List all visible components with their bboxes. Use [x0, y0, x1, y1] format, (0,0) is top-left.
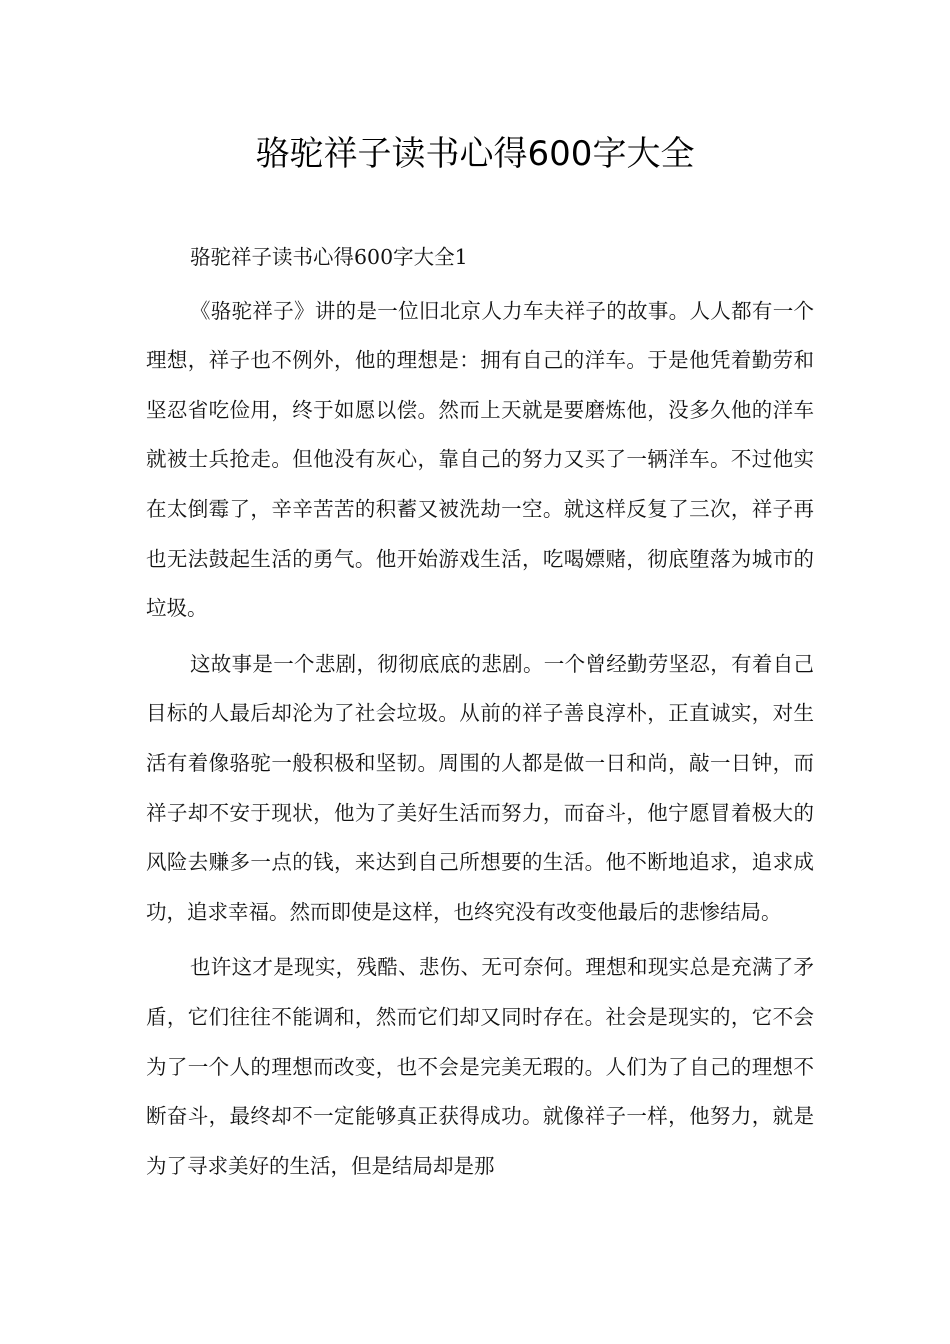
- body-paragraph: 这故事是一个悲剧，彻彻底底的悲剧。一个曾经勤劳坚忍，有着自己目标的人最后却沦为了社会垃圾。从前的祥子善良淳朴，正直诚实，对生活有着像骆驼一般积极和坚韧。周围的人都是做一日和尚，敲一日钟，而祥子却不安于现状，他为了美好生活而努力，而奋斗，他宁愿冒着极大的风险去赚多一点的钱，来达到自己所想要的生活。他不断地追求，追求成功，追求幸福。然而即使是这样，也终究没有改变他最后的悲惨结局。: [146, 651, 814, 924]
- body-paragraph: 《骆驼祥子》讲的是一位旧北京人力车夫祥子的故事。人人都有一个理想，祥子也不例外，他的理想是：拥有自己的洋车。于是他凭着勤劳和坚忍省吃俭用，终于如愿以偿。然而上天就是要磨炼他，没多久他的洋车就被士兵抢走。但他没有灰心，靠自己的努力又买了一辆洋车。不过他实在太倒霉了，辛辛苦苦的积蓄又被洗劫一空。就这样反复了三次，祥子再也无法鼓起生活的勇气。他开始游戏生活，吃喝嫖赌，彻底堕落为城市的垃圾。: [146, 298, 814, 621]
- section-heading: 骆驼祥子读书心得600字大全1: [190, 245, 468, 269]
- document-title: 骆驼祥子读书心得600字大全: [255, 134, 695, 174]
- document-body: [146, 233, 814, 1197]
- body-paragraph: 也许这才是现实，残酷、悲伤、无可奈何。理想和现实总是充满了矛盾，它们往往不能调和，然而它们却又同时存在。社会是现实的，它不会为了一个人的理想而改变，也不会是完美无瑕的。人们为了自己的理想不断奋斗，最终却不一定能够真正获得成功。就像祥子一样，他努力，就是为了寻求美好的生活，但是结局却是那: [146, 955, 814, 1178]
